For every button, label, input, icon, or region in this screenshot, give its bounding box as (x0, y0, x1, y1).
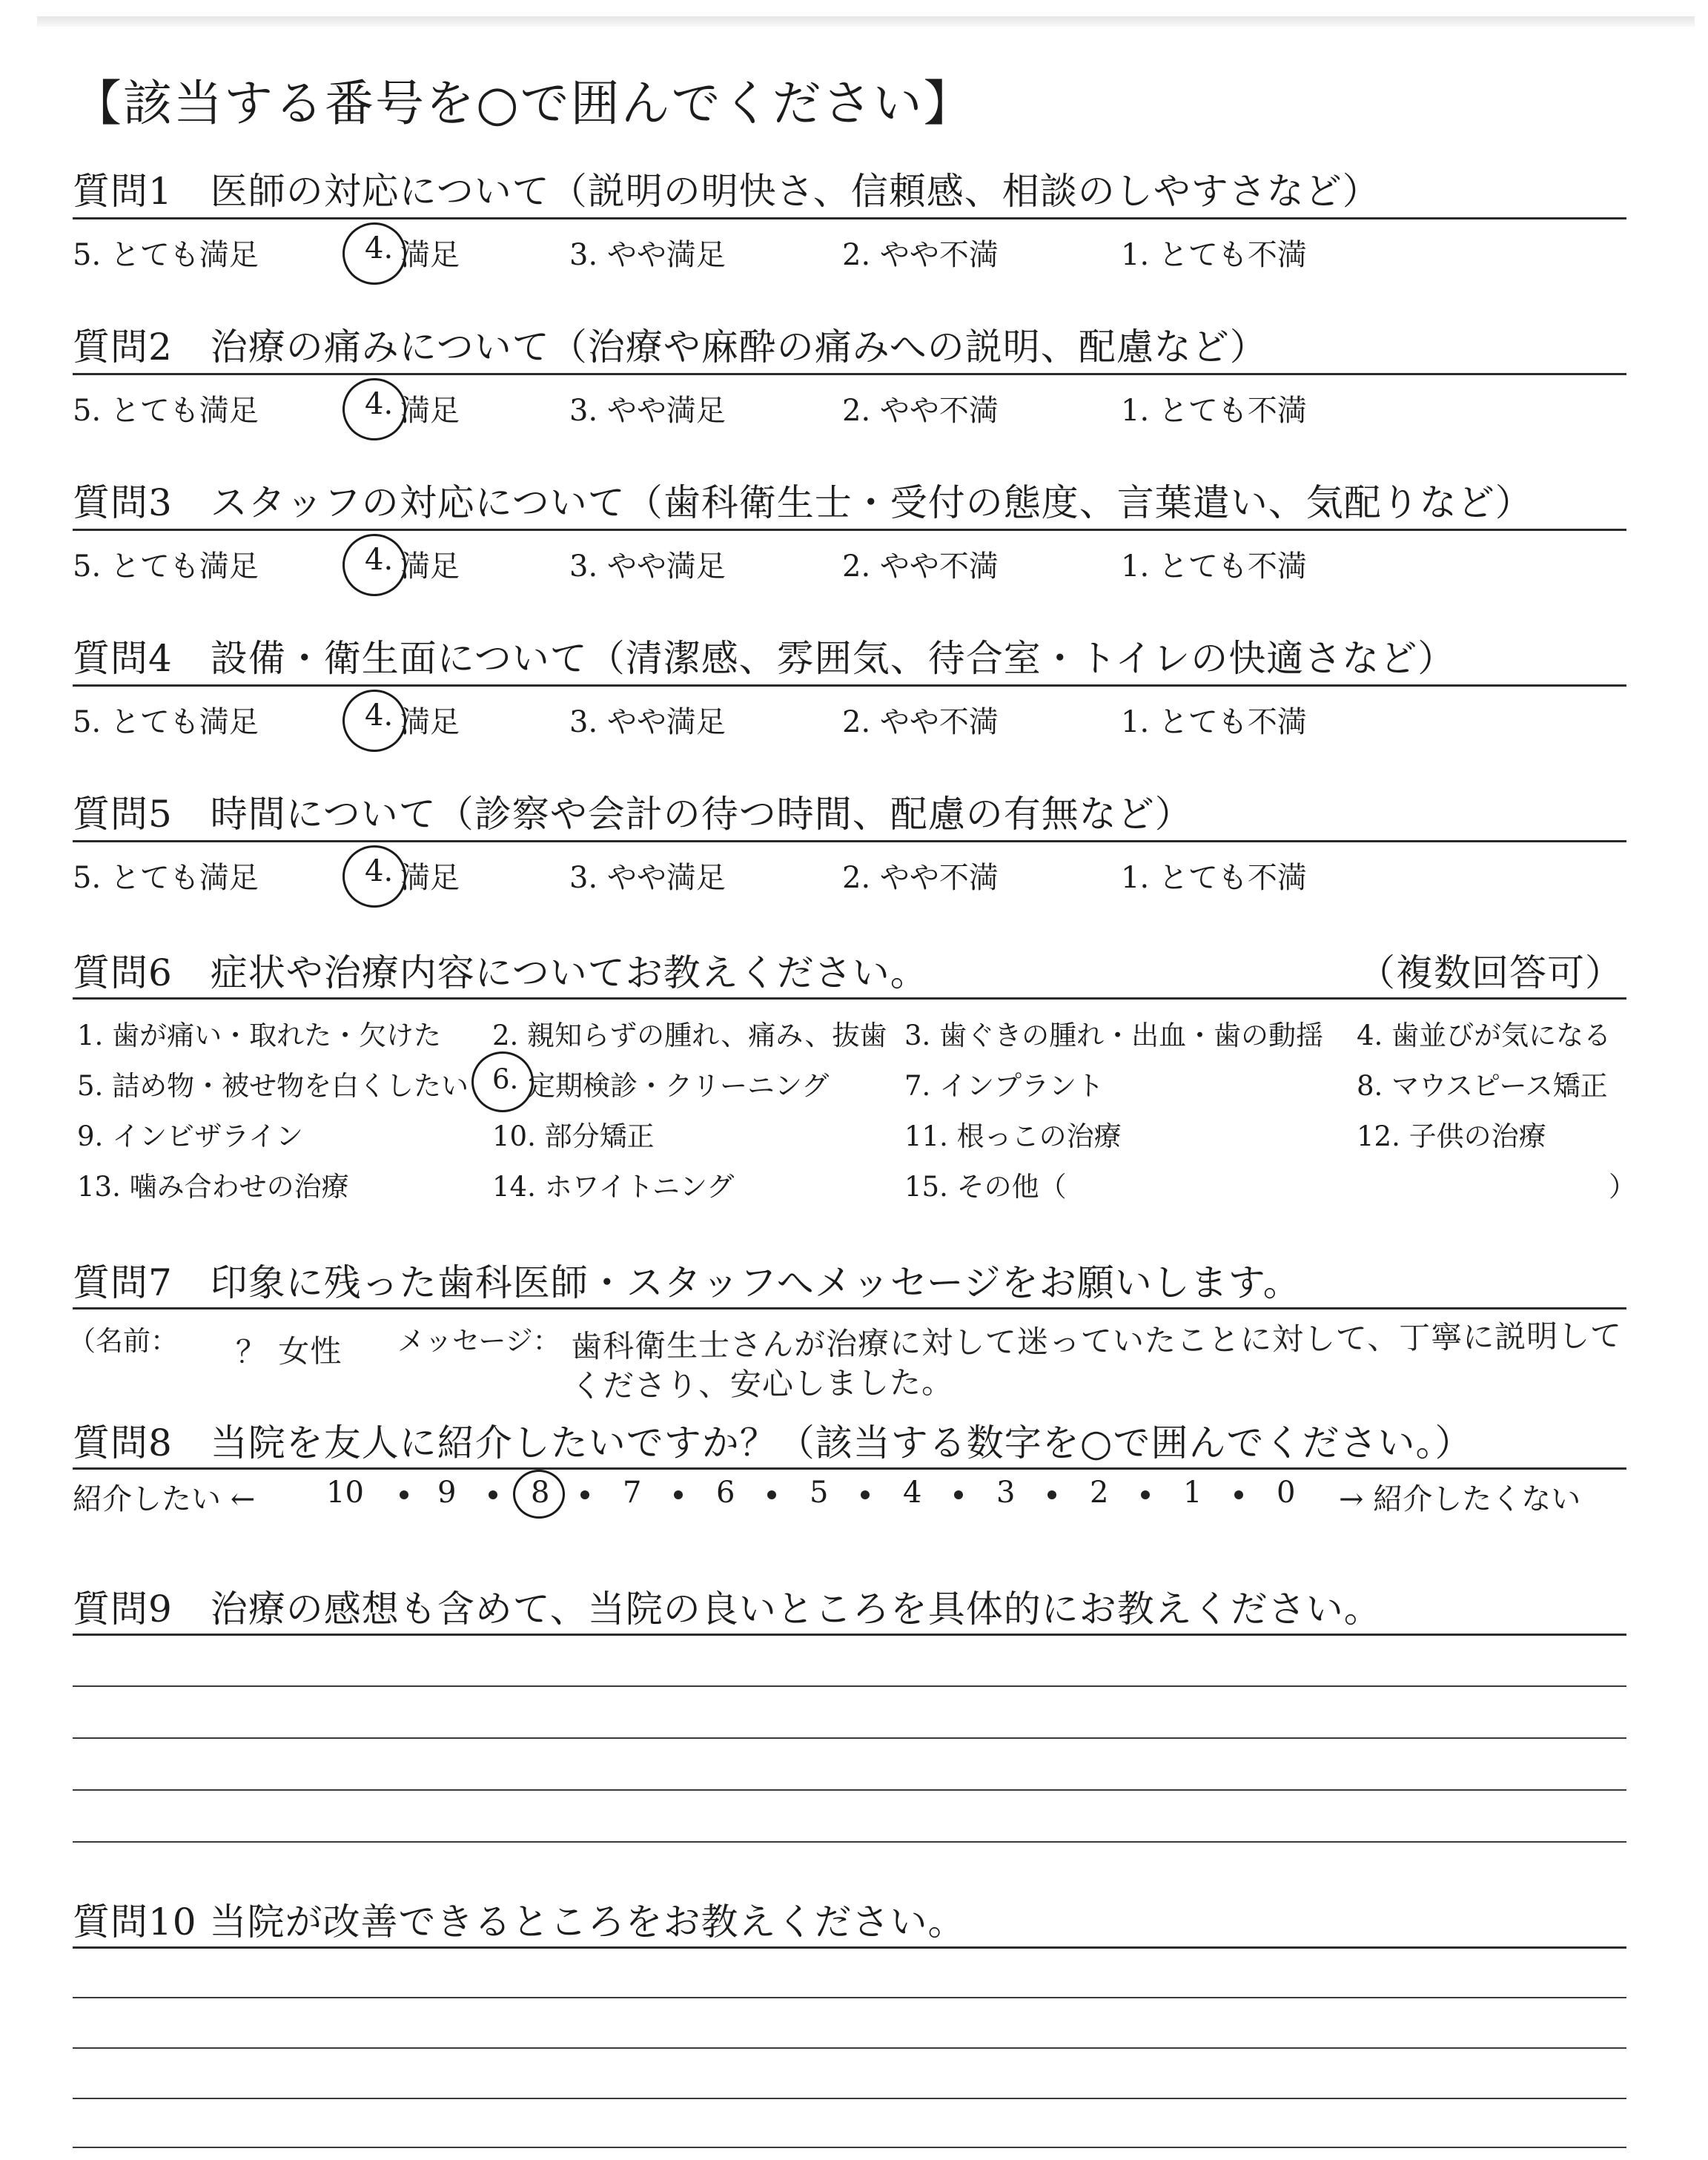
answer-line (73, 1997, 1626, 1998)
separator-dot (580, 1490, 589, 1499)
divider (73, 373, 1626, 375)
option-4-label[interactable]: 満足 (400, 394, 460, 428)
message-label: メッセージ： (397, 1325, 560, 1357)
option-4-label[interactable]: 満足 (400, 861, 460, 895)
name-label: （名前： (68, 1325, 178, 1357)
answer-line (73, 2147, 1626, 2148)
answer-line (73, 1789, 1626, 1791)
divider (73, 840, 1626, 842)
q6-option-9[interactable]: 9. インビザライン (77, 1120, 303, 1152)
answer-line (73, 1685, 1626, 1687)
question-4-title: 質問4 設備・衛生面について（清潔感、雰囲気、待合室・トイレの快適さなど） (73, 637, 1456, 680)
q6-option-13[interactable]: 13. 噛み合わせの治療 (77, 1171, 349, 1203)
q6-option-2[interactable]: 2. 親知らずの腫れ、痛み、抜歯 (492, 1020, 887, 1051)
scale-6[interactable]: 6 (716, 1476, 735, 1510)
q6-option-5[interactable]: 5. 詰め物・被せ物を白くしたい (77, 1070, 469, 1102)
q6-option-14[interactable]: 14. ホワイトニング (492, 1171, 735, 1203)
scale-8[interactable]: 8 (531, 1476, 550, 1510)
scale-4[interactable]: 4 (903, 1476, 922, 1510)
selection-circle (342, 845, 406, 908)
selection-circle (513, 1470, 565, 1519)
option-4-number[interactable]: 4. (365, 231, 394, 265)
question-10-title: 質問10 当院が改善できるところをお教えください。 (73, 1900, 966, 1943)
q6-option-8[interactable]: 8. マウスピース矯正 (1357, 1070, 1608, 1102)
answer-line (73, 1737, 1626, 1739)
question-5-title: 質問5 時間について（診察や会計の待つ時間、配慮の有無など） (73, 793, 1193, 836)
answer-line (73, 2098, 1626, 2099)
option-4-label[interactable]: 満足 (400, 238, 460, 272)
question-3-title: 質問3 スタッフの対応について（歯科衛生士・受付の態度、言葉遣い、気配りなど） (73, 481, 1533, 524)
option-2[interactable]: 2. やや不満 (842, 394, 999, 428)
answer-line (73, 1946, 1626, 1949)
separator-dot (1234, 1490, 1243, 1499)
option-5[interactable]: 5. とても満足 (73, 549, 259, 584)
answer-line (73, 1841, 1626, 1843)
option-4-number[interactable]: 4. (365, 854, 394, 888)
selection-circle (342, 534, 406, 596)
divider (73, 684, 1626, 687)
q6-option-7[interactable]: 7. インプラント (904, 1070, 1105, 1102)
separator-dot (861, 1490, 870, 1499)
message-handwritten-line2[interactable]: くださり、安心しました。 (570, 1364, 954, 1404)
option-1[interactable]: 1. とても不満 (1121, 705, 1307, 739)
option-4-number[interactable]: 4. (365, 387, 394, 421)
separator-dot (400, 1490, 408, 1499)
option-5[interactable]: 5. とても満足 (73, 238, 259, 272)
question-9-title: 質問9 治療の感想も含めて、当院の良いところを具体的にお教えください。 (73, 1588, 1382, 1631)
separator-dot (1047, 1490, 1056, 1499)
q6-option-1[interactable]: 1. 歯が痛い・取れた・欠けた (77, 1020, 442, 1051)
recommend-left-label: 紹介したい ← (73, 1482, 256, 1516)
q6-option-15-close: ） (1609, 1171, 1636, 1203)
option-3[interactable]: 3. やや満足 (569, 861, 726, 895)
option-4-label[interactable]: 満足 (400, 549, 460, 584)
q6-option-3[interactable]: 3. 歯ぐきの腫れ・出血・歯の動揺 (904, 1020, 1324, 1051)
option-1[interactable]: 1. とても不満 (1121, 549, 1307, 584)
scale-0[interactable]: 0 (1277, 1476, 1296, 1510)
separator-dot (489, 1490, 497, 1499)
option-4-number[interactable]: 4. (365, 698, 394, 733)
selection-circle (342, 222, 406, 285)
q6-option-6-label[interactable]: 定期検診・クリーニング (528, 1070, 830, 1102)
q6-option-10[interactable]: 10. 部分矯正 (492, 1120, 655, 1152)
page-title: 【該当する番号を○で囲んでください】 (73, 75, 974, 132)
divider (73, 1307, 1626, 1309)
option-3[interactable]: 3. やや満足 (569, 705, 726, 739)
q6-option-4[interactable]: 4. 歯並びが気になる (1357, 1020, 1612, 1051)
option-2[interactable]: 2. やや不満 (842, 549, 999, 584)
divider (73, 529, 1626, 531)
scale-7[interactable]: 7 (623, 1476, 642, 1510)
option-5[interactable]: 5. とても満足 (73, 394, 259, 428)
separator-dot (767, 1490, 776, 1499)
q6-option-15[interactable]: 15. その他（ (904, 1171, 1067, 1203)
answer-line (73, 2047, 1626, 2049)
separator-dot (954, 1490, 963, 1499)
scan-top-edge (37, 16, 1695, 27)
scale-1[interactable]: 1 (1183, 1476, 1202, 1510)
separator-dot (674, 1490, 683, 1499)
divider (73, 217, 1626, 219)
q6-option-6-number[interactable]: 6. (492, 1063, 519, 1095)
option-3[interactable]: 3. やや満足 (569, 238, 726, 272)
option-1[interactable]: 1. とても不満 (1121, 238, 1307, 272)
divider (73, 997, 1626, 1000)
option-2[interactable]: 2. やや不満 (842, 705, 999, 739)
option-5[interactable]: 5. とても満足 (73, 705, 259, 739)
question-6-title: 質問6 症状や治療内容についてお教えください。 (73, 951, 928, 994)
option-3[interactable]: 3. やや満足 (569, 549, 726, 584)
selection-circle (342, 690, 406, 752)
separator-dot (1141, 1490, 1150, 1499)
scale-5[interactable]: 5 (810, 1476, 829, 1510)
message-handwritten-line1[interactable]: 歯科衛生士さんが治療に対して迷っていたことに対して、丁寧に説明して (570, 1317, 1623, 1365)
option-3[interactable]: 3. やや満足 (569, 394, 726, 428)
scale-2[interactable]: 2 (1090, 1476, 1109, 1510)
scale-10[interactable]: 10 (326, 1476, 364, 1510)
option-5[interactable]: 5. とても満足 (73, 861, 259, 895)
selection-circle (471, 1051, 534, 1112)
answer-line (73, 1634, 1626, 1636)
option-4-label[interactable]: 満足 (400, 705, 460, 739)
q6-option-11[interactable]: 11. 根っこの治療 (904, 1120, 1122, 1152)
scale-9[interactable]: 9 (437, 1476, 457, 1510)
name-handwritten[interactable]: ？ 女性 (235, 1332, 342, 1370)
recommend-right-label: → 紹介したくない (1339, 1482, 1581, 1516)
question-7-title: 質問7 印象に残った歯科医師・スタッフへメッセージをお願いします。 (73, 1261, 1301, 1304)
question-1-title: 質問1 医師の対応について（説明の明快さ、信頼感、相談のしやすさなど） (73, 170, 1380, 213)
option-2[interactable]: 2. やや不満 (842, 861, 999, 895)
scale-3[interactable]: 3 (996, 1476, 1016, 1510)
multiple-answers-note: （複数回答可） (1358, 951, 1623, 994)
selection-circle (342, 378, 406, 440)
divider (73, 1467, 1626, 1470)
q6-option-12[interactable]: 12. 子供の治療 (1357, 1120, 1546, 1152)
option-4-number[interactable]: 4. (365, 543, 394, 577)
option-1[interactable]: 1. とても不満 (1121, 394, 1307, 428)
option-2[interactable]: 2. やや不満 (842, 238, 999, 272)
question-8-title: 質問8 当院を友人に紹介したいですか？（該当する数字を○で囲んでください。） (73, 1421, 1473, 1464)
question-2-title: 質問2 治療の痛みについて（治療や麻酔の痛みへの説明、配慮など） (73, 326, 1268, 369)
option-1[interactable]: 1. とても不満 (1121, 861, 1307, 895)
